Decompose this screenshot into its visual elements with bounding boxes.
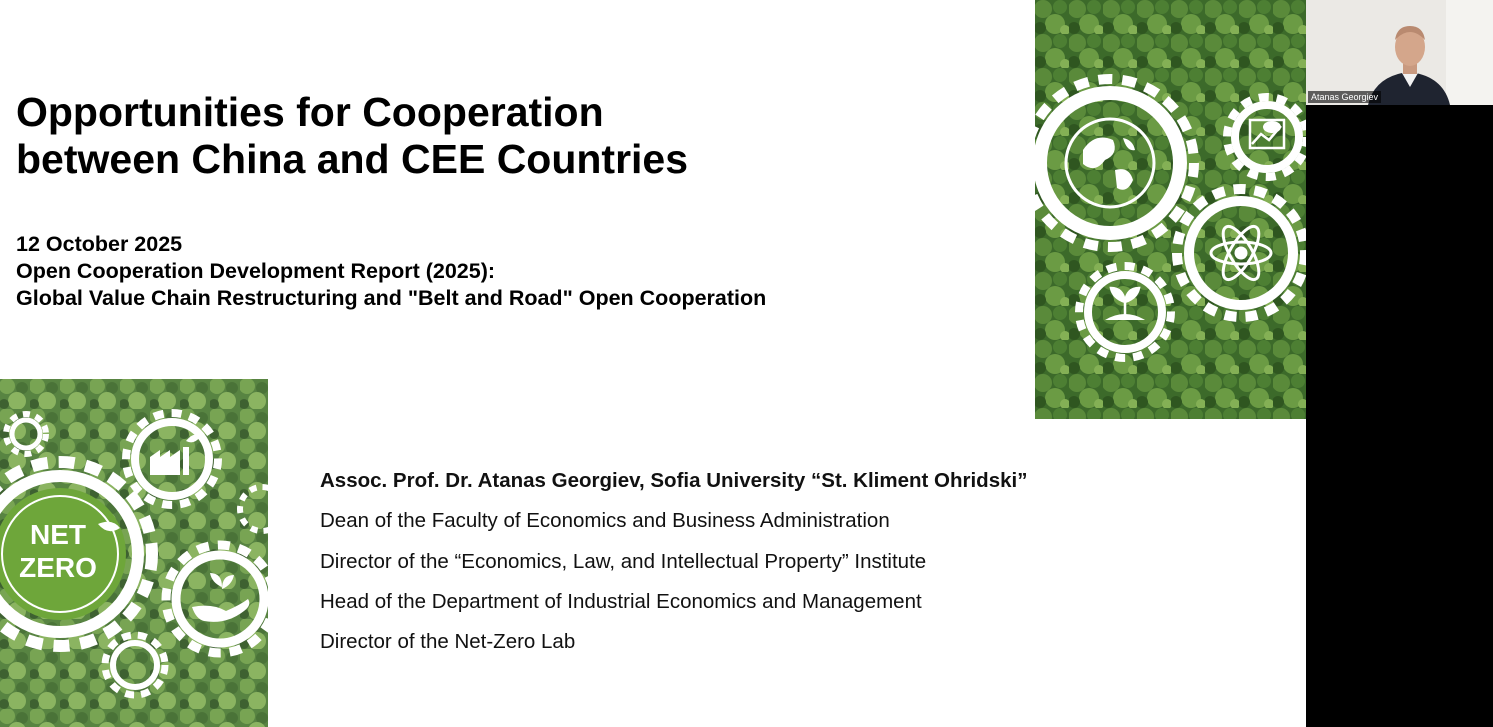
author-role-lab: Director of the Net-Zero Lab [320, 630, 576, 654]
participant-video-tile[interactable] [1306, 0, 1493, 105]
author-role-institute: Director of the “Economics, Law, and Intellectual Property” Institute [320, 549, 927, 573]
net-zero-gears-image [0, 379, 268, 727]
net-zero-badge: NET [30, 519, 86, 550]
report-title: Open Cooperation Development Report (2025): [16, 259, 496, 283]
report-subtitle: Global Value Chain Restructuring and "Belt and Road" Open Cooperation [16, 286, 767, 310]
slide-title [16, 89, 688, 183]
slide-subtitle [16, 231, 766, 312]
author-role-dean: Dean of the Faculty of Economics and Business Administration [320, 509, 890, 533]
author-role-department: Head of the Department of Industrial Economics and Management [320, 589, 922, 613]
slide-title-line-2: between China and CEE Countries [16, 136, 689, 182]
participant-name-label: Atanas Georgiev [1308, 91, 1381, 103]
net-zero-badge-zero: ZERO [19, 552, 97, 583]
author-name: Assoc. Prof. Dr. Atanas Georgiev, Sofia University “St. Kliment Ohridski” [320, 469, 1028, 492]
slide-date: 12 October 2025 [16, 232, 183, 256]
forest-gears-image [1035, 0, 1306, 419]
slide-title-line-1: Opportunities for Cooperation [16, 89, 604, 135]
participant-video-feed [1306, 0, 1493, 105]
author-block [320, 467, 1027, 668]
